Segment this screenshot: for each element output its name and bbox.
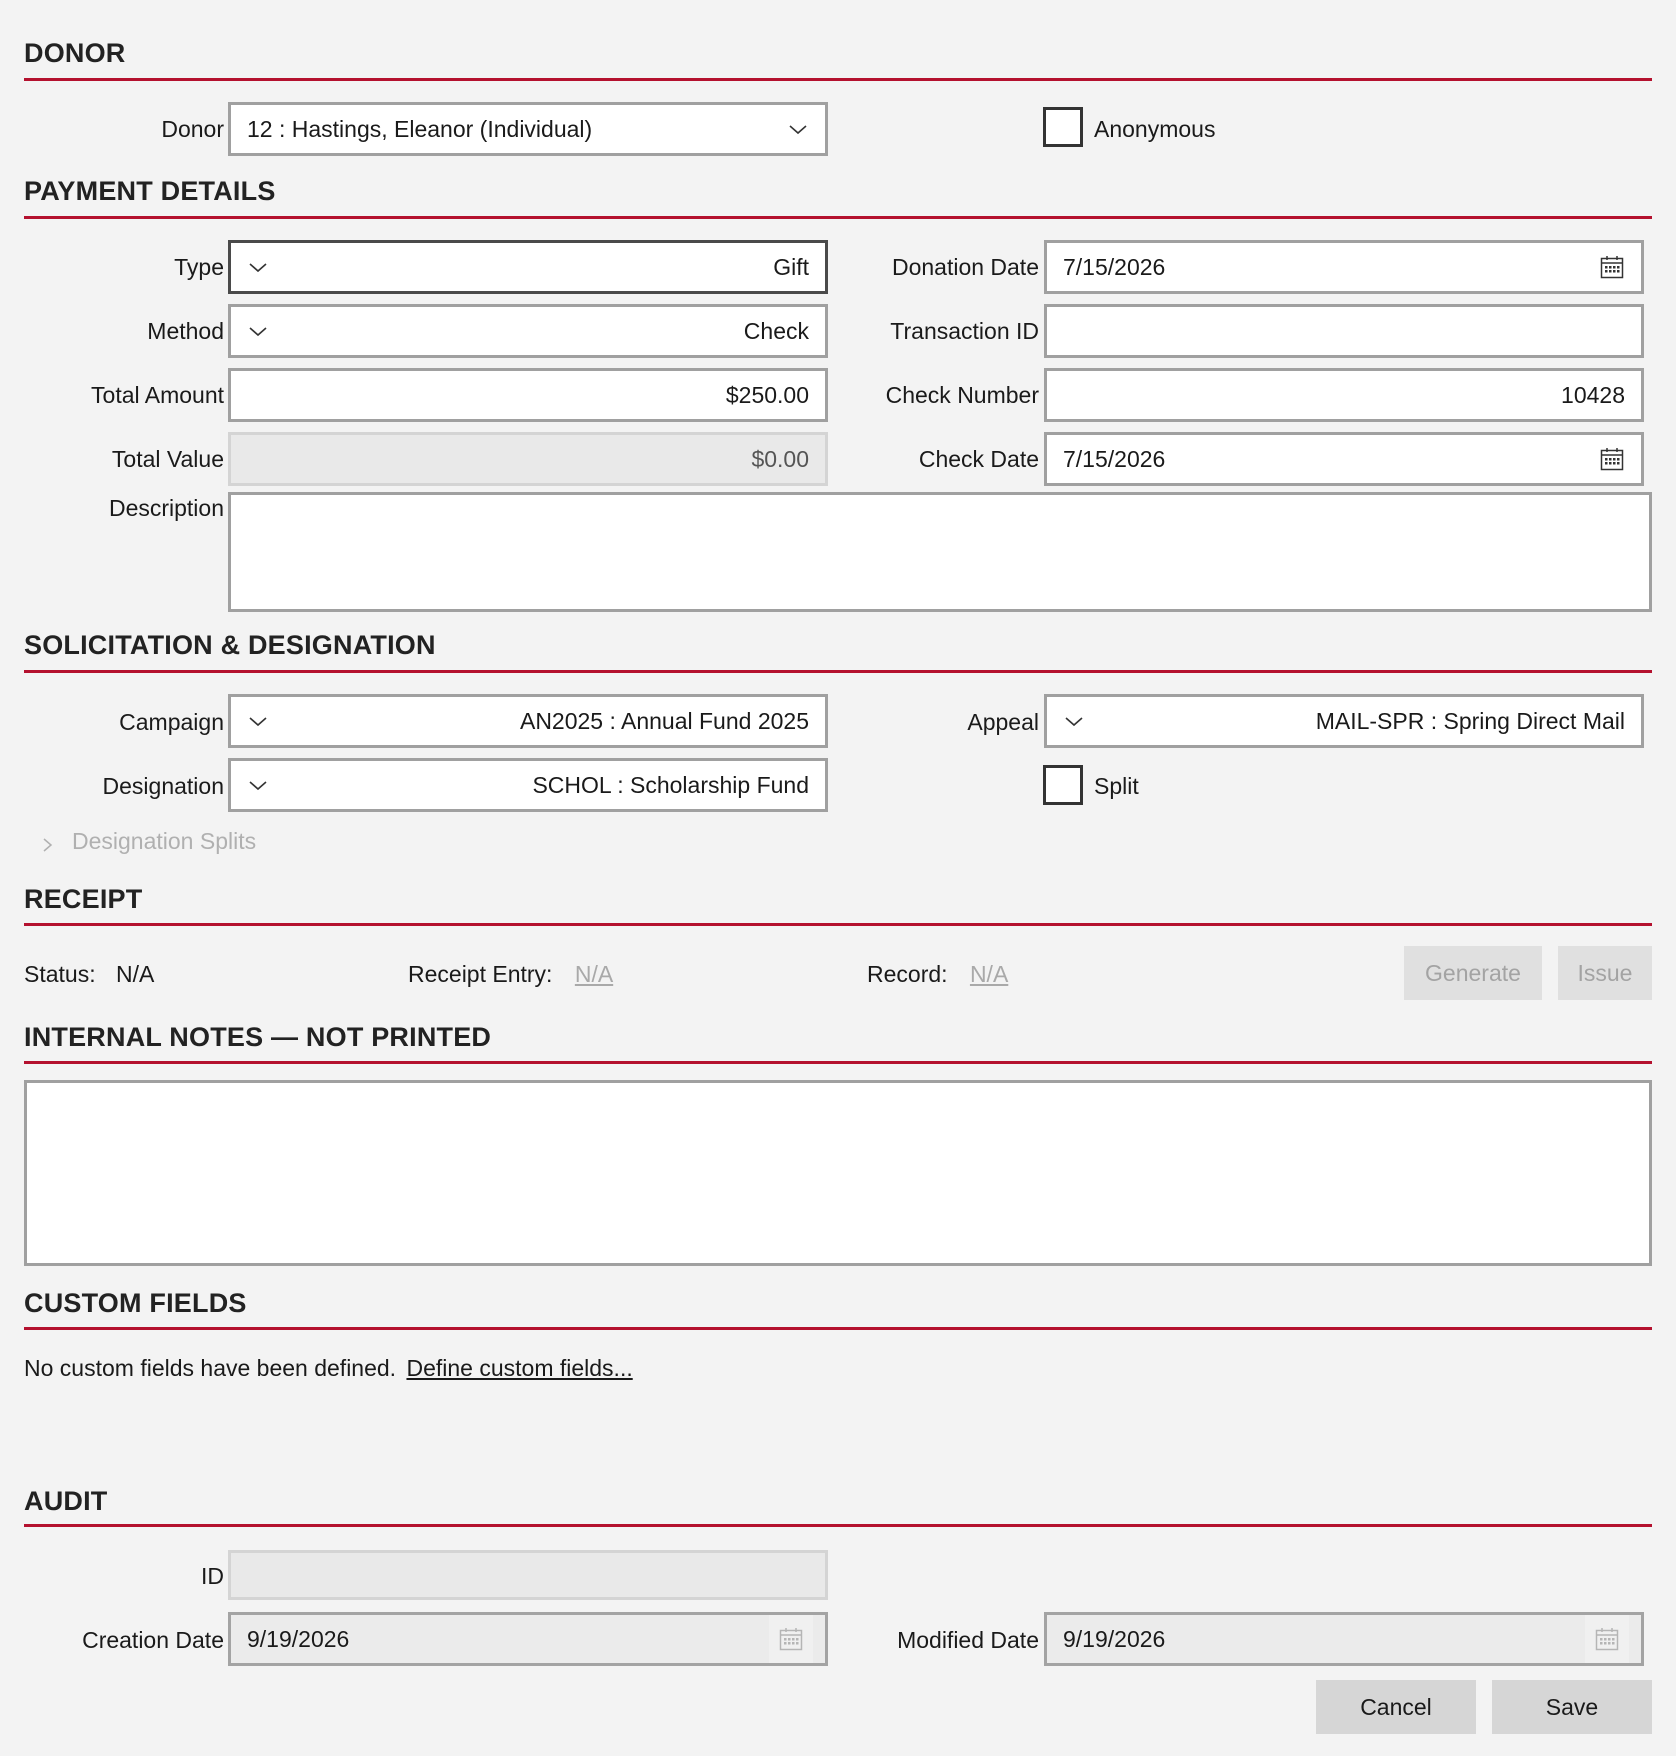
donation-date-value: 7/15/2026 bbox=[1063, 253, 1166, 280]
donation-date-label: Donation Date bbox=[891, 254, 1039, 280]
custom-fields-empty-text: No custom fields have been defined. bbox=[24, 1355, 397, 1381]
donor-value: 12 : Hastings, Eleanor (Individual) bbox=[247, 115, 593, 142]
check-number-label: Check Number bbox=[885, 382, 1039, 408]
section-divider bbox=[24, 1524, 1652, 1527]
creation-date-value: 9/19/2026 bbox=[247, 1625, 350, 1652]
section-divider bbox=[24, 78, 1652, 81]
check-date-value: 7/15/2026 bbox=[1063, 445, 1166, 472]
check-number-field[interactable] bbox=[1044, 368, 1644, 422]
receipt-entry-label: Receipt Entry: bbox=[408, 961, 553, 987]
modified-date-picker bbox=[1044, 1612, 1644, 1666]
check-number-value: 10428 bbox=[1561, 381, 1625, 408]
receipt-status bbox=[24, 960, 154, 988]
campaign-value: AN2025 : Annual Fund 2025 bbox=[519, 707, 809, 734]
creation-date-label: Creation Date bbox=[82, 1627, 224, 1653]
appeal-label: Appeal bbox=[967, 709, 1039, 735]
section-title-payment: PAYMENT DETAILS bbox=[24, 176, 276, 206]
generate-button[interactable]: Generate bbox=[1404, 946, 1542, 1000]
campaign-select[interactable] bbox=[228, 694, 828, 748]
chevron-down-icon bbox=[1063, 710, 1085, 732]
receipt-record-label: Record: bbox=[867, 961, 948, 987]
check-date-picker[interactable] bbox=[1044, 432, 1644, 486]
modified-date-label: Modified Date bbox=[897, 1627, 1039, 1653]
donation-date-picker[interactable] bbox=[1044, 240, 1644, 294]
receipt-record-link[interactable]: N/A bbox=[969, 961, 1009, 987]
designation-value: SCHOL : Scholarship Fund bbox=[532, 771, 809, 798]
section-title-donor: DONOR bbox=[24, 38, 126, 68]
total-amount-field[interactable] bbox=[228, 368, 828, 422]
receipt-record bbox=[867, 960, 1008, 988]
issue-button[interactable]: Issue bbox=[1558, 946, 1652, 1000]
section-title-solicitation: SOLICITATION & DESIGNATION bbox=[24, 630, 436, 660]
campaign-label: Campaign bbox=[119, 709, 224, 735]
transaction-id-field[interactable] bbox=[1044, 304, 1644, 358]
chevron-right-icon bbox=[40, 833, 56, 851]
method-label: Method bbox=[147, 318, 224, 344]
check-date-label: Check Date bbox=[918, 446, 1039, 472]
section-divider bbox=[24, 216, 1652, 219]
calendar-icon[interactable] bbox=[1599, 446, 1625, 472]
section-divider bbox=[24, 1327, 1652, 1330]
calendar-icon[interactable] bbox=[1599, 254, 1625, 280]
type-value: Gift bbox=[773, 253, 809, 280]
chevron-down-icon bbox=[247, 774, 269, 796]
cancel-button[interactable]: Cancel bbox=[1316, 1680, 1476, 1734]
split-checkbox[interactable] bbox=[1043, 765, 1083, 805]
transaction-id-label: Transaction ID bbox=[890, 318, 1039, 344]
modified-date-value: 9/19/2026 bbox=[1063, 1625, 1166, 1652]
total-value-value: $0.00 bbox=[751, 445, 809, 472]
method-select[interactable] bbox=[228, 304, 828, 358]
chevron-down-icon bbox=[247, 320, 269, 342]
section-title-receipt: RECEIPT bbox=[24, 884, 143, 914]
section-title-notes: INTERNAL NOTES — NOT PRINTED bbox=[24, 1022, 492, 1052]
chevron-down-icon bbox=[247, 710, 269, 732]
section-divider bbox=[24, 923, 1652, 926]
section-divider bbox=[24, 670, 1652, 673]
section-divider bbox=[24, 1061, 1652, 1064]
receipt-status-value: N/A bbox=[116, 961, 155, 987]
designation-label: Designation bbox=[102, 773, 224, 799]
calendar-icon bbox=[1594, 1626, 1620, 1652]
custom-fields-message bbox=[24, 1354, 633, 1382]
id-field bbox=[228, 1550, 828, 1600]
total-amount-value: $250.00 bbox=[725, 381, 809, 408]
type-select[interactable] bbox=[228, 240, 828, 294]
calendar-icon bbox=[778, 1626, 804, 1652]
donor-select[interactable] bbox=[228, 102, 828, 156]
type-label: Type bbox=[174, 254, 224, 280]
designation-select[interactable] bbox=[228, 758, 828, 812]
creation-date-picker bbox=[228, 1612, 828, 1666]
total-value-field bbox=[228, 432, 828, 486]
description-label: Description bbox=[108, 495, 224, 521]
save-button[interactable]: Save bbox=[1492, 1680, 1652, 1734]
receipt-status-label: Status: bbox=[24, 961, 96, 987]
calendar-button bbox=[1585, 1615, 1629, 1663]
define-custom-fields-link[interactable]: Define custom fields... bbox=[406, 1355, 633, 1381]
appeal-value: MAIL-SPR : Spring Direct Mail bbox=[1315, 707, 1625, 734]
designation-splits-expander[interactable] bbox=[40, 828, 256, 855]
designation-splits-label: Designation Splits bbox=[72, 828, 257, 854]
receipt-entry bbox=[408, 960, 613, 988]
description-textarea[interactable] bbox=[228, 492, 1652, 612]
appeal-select[interactable] bbox=[1044, 694, 1644, 748]
anonymous-label: Anonymous bbox=[1094, 116, 1216, 142]
split-label: Split bbox=[1094, 773, 1139, 799]
anonymous-checkbox[interactable] bbox=[1043, 107, 1083, 147]
chevron-down-icon bbox=[787, 118, 809, 140]
donor-label: Donor bbox=[161, 116, 224, 142]
section-title-audit: AUDIT bbox=[24, 1486, 108, 1516]
total-value-label: Total Value bbox=[111, 446, 224, 472]
section-title-custom-fields: CUSTOM FIELDS bbox=[24, 1288, 247, 1318]
calendar-button bbox=[769, 1615, 813, 1663]
chevron-down-icon bbox=[247, 256, 269, 278]
internal-notes-textarea[interactable] bbox=[24, 1080, 1652, 1266]
total-amount-label: Total Amount bbox=[91, 382, 224, 408]
method-value: Check bbox=[743, 317, 809, 344]
id-label: ID bbox=[201, 1563, 224, 1589]
receipt-entry-link[interactable]: N/A bbox=[574, 961, 614, 987]
